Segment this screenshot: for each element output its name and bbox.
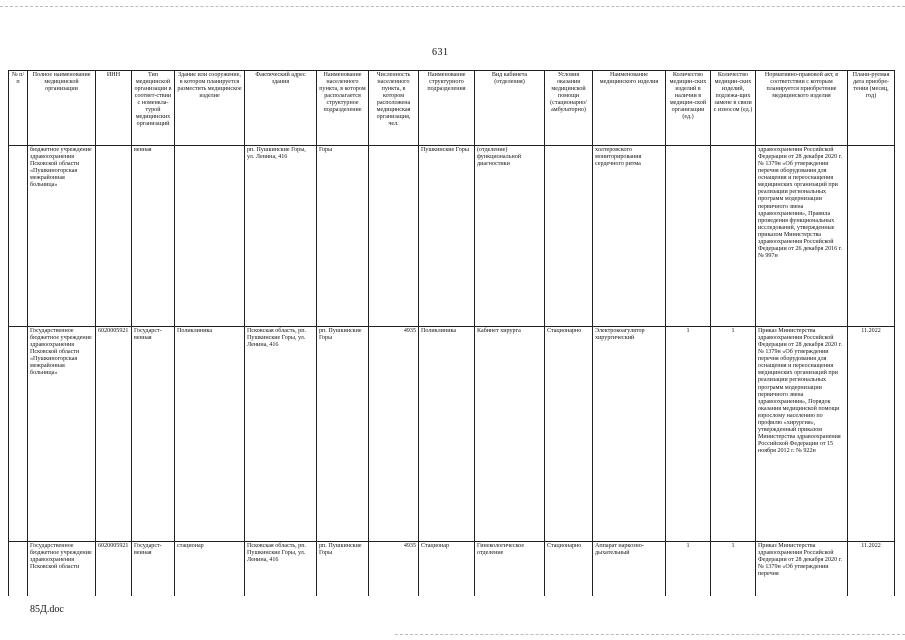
cell-act: здравоохранения Российской Федерации от 28 декабря 2020 г. № 1379н «Об утверждении перечня оборудования для оснащения и переоснащения медицинских организаций при реализации региональных программ модернизации первичного звена здравоохранения», Правила проведения функциональных исследований, утвержденные приказом Министерства здравоохранения Российской Федерации от 26 декабря 2016 г. № 997н [756, 146, 848, 327]
cell-locality: рп. Пушкинские Горы [317, 542, 369, 597]
cell-act: Приказ Министерства здравоохранения Российской Федерации от 28 декабря 2020 г. № 1379н «Об утверждении перечня [756, 542, 848, 597]
cell-qty-have: 1 [666, 542, 711, 597]
cell-type: Государст-венная [132, 327, 175, 542]
cell-locality: Горы [317, 146, 369, 327]
cell-num [9, 542, 28, 597]
col-header-locality: Наименование населенного пункта, в котором располагается структурное подразделение [317, 71, 369, 146]
cell-conditions [545, 146, 593, 327]
cell-population [369, 146, 419, 327]
cell-qty-have [666, 146, 711, 327]
cell-locality: рп. Пушкинские Горы [317, 327, 369, 542]
cell-type: венная [132, 146, 175, 327]
cell-inn: 6020005921 [96, 542, 132, 597]
cell-address: рп. Пушкинские Горы, ул. Ленина, 416 [245, 146, 317, 327]
col-header-qty-replace: Количество медицин-ских изделий, подлежа-щих замене в связи с износом (ед.) [711, 71, 756, 146]
col-header-address: Фактический адрес здания [245, 71, 317, 146]
page-number: 631 [432, 47, 449, 58]
cell-date [848, 146, 895, 327]
col-header-type: Тип медицинской организации в соответ-ствии с номенкла-турой медицинских организаций [132, 71, 175, 146]
cell-address: Псковская область, рп. Пушкинские Горы, ул. Ленина, 416 [245, 542, 317, 597]
cell-num [9, 146, 28, 327]
cell-address: Псковская область, рп. Пушкинские Горы, ул. Ленина, 416 [245, 327, 317, 542]
cell-org: бюджетное учреждение здравоохранения Псковской области «Пушкиногорская межрайонная больница» [28, 146, 96, 327]
cell-building: стационар [175, 542, 245, 597]
cell-date: 11.2022 [848, 542, 895, 597]
col-header-num: № п/п [9, 71, 28, 146]
cell-population: 4935 [369, 542, 419, 597]
col-header-cabinet: Вид кабинета (отделения) [475, 71, 545, 146]
col-header-division: Наименование структурного подразделения [419, 71, 475, 146]
top-scan-edge [0, 6, 905, 8]
cell-type: Государст-венная [132, 542, 175, 597]
cell-cabinet: (отделение) функциональной диагностики [475, 146, 545, 327]
cell-device: Аппарат наркозно-дыхательный [593, 542, 666, 597]
cell-cabinet: Кабинет хирурга [475, 327, 545, 542]
cell-cabinet: Гинекологическое отделение [475, 542, 545, 597]
cell-org: Государственное бюджетное учреждение здравоохранения Псковской области [28, 542, 96, 597]
cell-qty-replace: 1 [711, 327, 756, 542]
cell-conditions: Стационарно [545, 542, 593, 597]
table-header-row [9, 71, 895, 146]
cell-population: 4935 [369, 327, 419, 542]
cell-org: Государственное бюджетное учреждение здравоохранения Псковской области «Пушкиногорская межрайонная больница» [28, 327, 96, 542]
bottom-scan-edge [395, 634, 905, 636]
cell-num [9, 327, 28, 542]
footer-filename: 85Д.doc [30, 604, 64, 615]
col-header-org: Полное наименование медицинской организации [28, 71, 96, 146]
cell-date: 11.2022 [848, 327, 895, 542]
col-header-building: Здание или сооружение, в котором планируется разместить медицинское изделие [175, 71, 245, 146]
cell-division: Стационар [419, 542, 475, 597]
cell-qty-replace [711, 146, 756, 327]
col-header-device: Наименование медицинского изделия [593, 71, 666, 146]
col-header-qty-have: Количество медицин-ских изделий в наличии в медицин-ской организации (ед.) [666, 71, 711, 146]
cell-building: Поликлиника [175, 327, 245, 542]
cell-device: Электрокоагулятор хирургический [593, 327, 666, 542]
cell-conditions: Стационарно [545, 327, 593, 542]
table-row [9, 542, 895, 597]
cell-building [175, 146, 245, 327]
cell-qty-replace: 1 [711, 542, 756, 597]
cell-division: Пушкинские Горы [419, 146, 475, 327]
col-header-conditions: Условия оказания медицинской помощи (стационарно/ амбулаторно) [545, 71, 593, 146]
table-row [9, 327, 895, 542]
col-header-date: Плани-руемая дата приобре-тения (месяц, год) [848, 71, 895, 146]
cell-inn: 6020005921 [96, 327, 132, 542]
col-header-population: Численность населенного пункта, в котором расположена медицинская организация, чел. [369, 71, 419, 146]
cell-division: Поликлиника [419, 327, 475, 542]
cell-qty-have: 1 [666, 327, 711, 542]
cell-act: Приказ Министерства здравоохранения Российской Федерации от 28 декабря 2020 г. № 1379н «Об утверждении перечня оборудования для оснащения и переоснащения медицинских организаций при реализации региональных программ модернизации первичного звена здравоохранения», Порядок оказания медицинской помощи взрослому населению по профилю «хирургия», утвержденный приказом Министерства здравоохранения Российской Федерации от 15 ноября 2012 г. № 922н [756, 327, 848, 542]
cell-inn [96, 146, 132, 327]
medical-equipment-table [8, 70, 895, 596]
col-header-inn: ИНН [96, 71, 132, 146]
cell-device: холтеровского мониторирования сердечного ритма [593, 146, 666, 327]
col-header-act: Нормативно-правовой акт, в соответствии с которым планируется приобретение медицинского изделия [756, 71, 848, 146]
table-row [9, 146, 895, 327]
